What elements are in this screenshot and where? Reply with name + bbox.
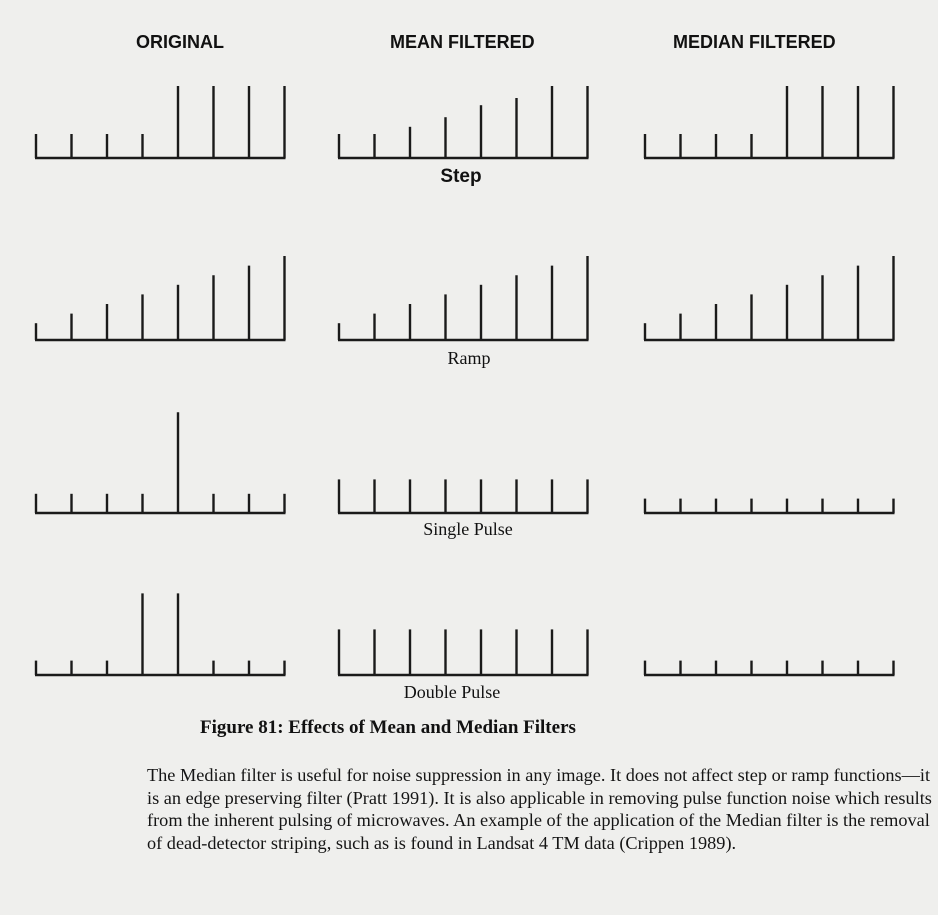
column-title-original: ORIGINAL [136,32,224,52]
row-label-single-pulse: Single Pulse [423,519,513,539]
plot-single-pulse-mean [338,479,589,513]
plot-step-median [644,86,895,158]
figure-caption: Figure 81: Effects of Mean and Median Filters [200,717,576,738]
plot-step-mean [338,86,589,158]
row-label-ramp: Ramp [447,348,491,368]
plot-double-pulse-mean [338,629,589,675]
plot-single-pulse-median [644,499,895,513]
column-title-median-filtered: MEDIAN FILTERED [673,32,836,52]
row-label-step: Step [440,166,482,187]
column-title-mean-filtered: MEAN FILTERED [390,32,535,52]
body-paragraph: The Median filter is useful for noise suppression in any image. It does not affect step or ramp functions—it is an edge preserving filter (Pratt 1991). It is also applicable in removing pulse function noise which results from the inherent pulsing of microwaves. An example of the application of the Median filter is the removal of dead-detector striping, such as is found in Landsat 4 TM data (Crippen 1989). [147,765,932,853]
plot-ramp-mean [338,256,589,340]
row-label-double-pulse: Double Pulse [403,682,501,702]
plot-double-pulse-median [644,661,895,675]
plot-ramp-median [644,256,895,340]
plot-single-pulse-original [35,412,286,513]
plot-step-original [35,86,286,158]
plot-ramp-original [35,256,286,340]
plot-double-pulse-original [35,593,286,675]
